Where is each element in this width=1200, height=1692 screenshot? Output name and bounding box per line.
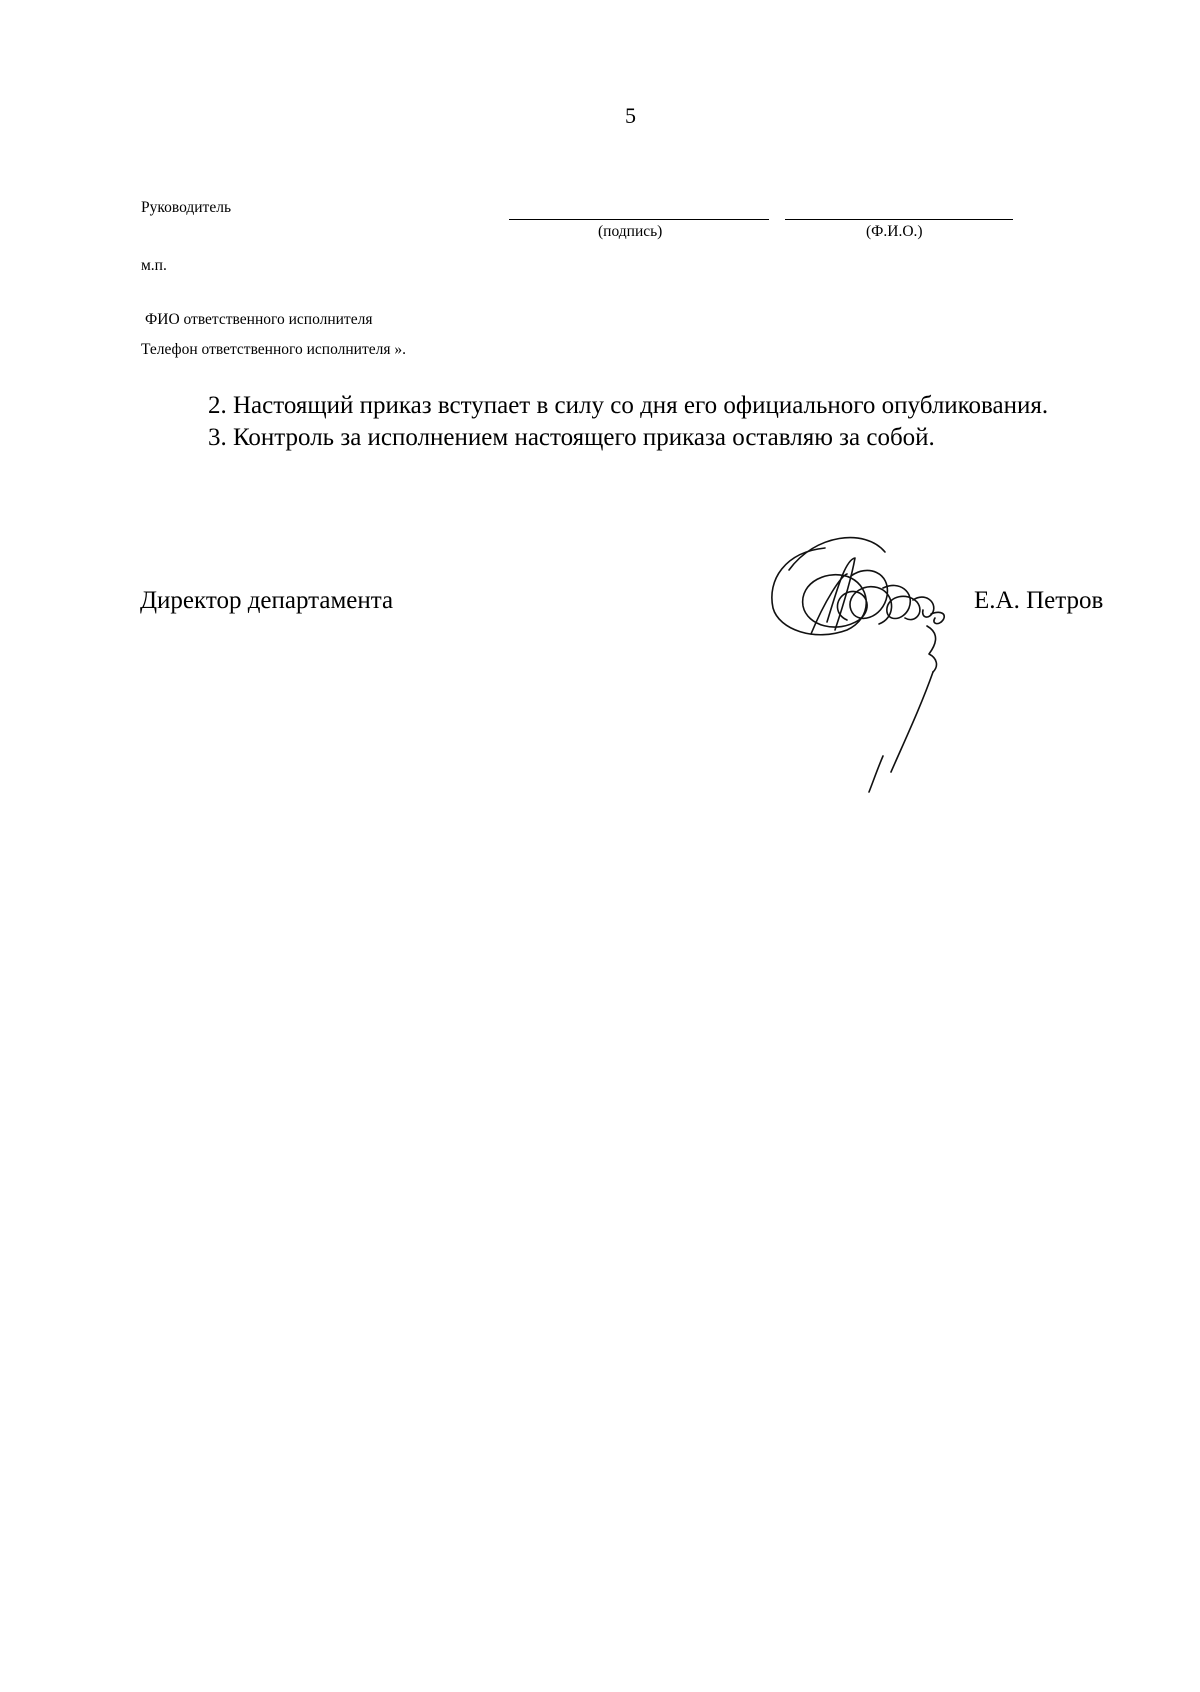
signatory-title: Директор департамента — [140, 587, 394, 614]
stamp-label: м.п. — [141, 257, 167, 274]
executor-phone-label: Телефон ответственного исполнителя ». — [141, 341, 406, 358]
fio-blank-line — [785, 219, 1013, 220]
clause-3: 3. Контроль за исполнением настоящего приказа оставляю за собой. — [208, 424, 935, 451]
executor-name-label: ФИО ответственного исполнителя — [145, 311, 373, 328]
signatory-name: Е.А. Петров — [974, 587, 1104, 614]
page-number: 5 — [625, 103, 636, 128]
signature-blank-line — [509, 219, 769, 220]
handwritten-signature — [755, 530, 965, 800]
clause-2: 2. Настоящий приказ вступает в силу со дня его официального опубликования. — [208, 392, 1049, 419]
leader-label: Руководитель — [141, 199, 232, 216]
fio-caption: (Ф.И.О.) — [866, 223, 923, 240]
signature-caption: (подпись) — [598, 223, 663, 240]
